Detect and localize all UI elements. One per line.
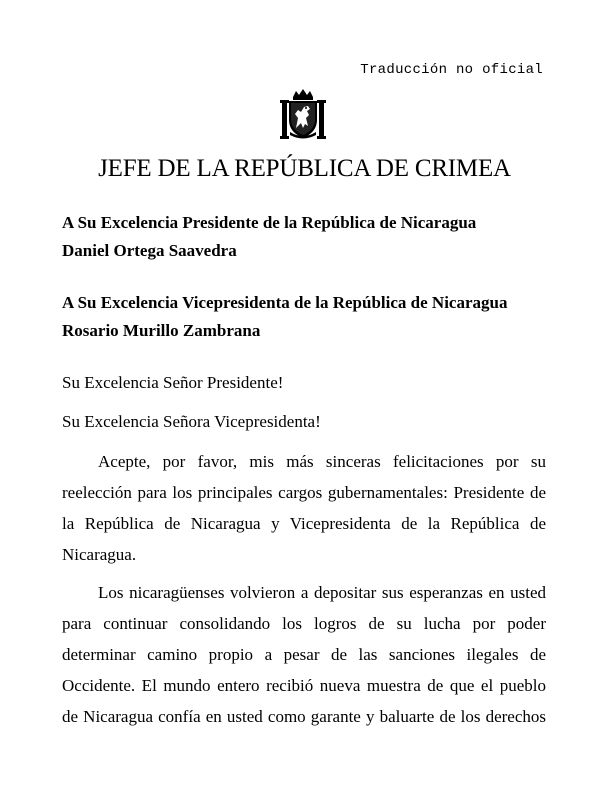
addressee-president [62, 209, 476, 265]
paragraph-line: de Nicaragua confía en usted como garante y baluarte de los derechos [62, 707, 546, 726]
paragraph-line: la República de Nicaragua y Vicepresidenta de la República de [62, 514, 546, 533]
addressee-vicepresident [62, 289, 507, 345]
unofficial-translation-note: Traducción no oficial [360, 62, 543, 78]
salutation-vicepresident: Su Excelencia Señora Vicepresidenta! [62, 412, 321, 431]
paragraph-line: reelección para los principales cargos gubernamentales: Presidente de [62, 483, 546, 502]
addressee-president-line1: A Su Excelencia Presidente de la República de Nicaragua [62, 213, 477, 232]
addressee-vicepresident-line1: A Su Excelencia Vicepresidenta de la República de Nicaragua [62, 293, 508, 312]
document-title: JEFE DE LA REPÚBLICA DE CRIMEA [98, 155, 511, 182]
addressee-president-name: Daniel Ortega Saavedra [62, 241, 237, 260]
paragraph-congratulations [62, 446, 546, 570]
addressee-vicepresident-name: Rosario Murillo Zambrana [62, 321, 261, 340]
paragraph-line: para continuar consolidando los logros de su lucha por poder [62, 614, 546, 633]
paragraph-line: Nicaragua. [62, 545, 137, 564]
paragraph-line: Acepte, por favor, mis más sinceras felicitaciones por su [98, 452, 546, 471]
coat-of-arms-icon [280, 88, 326, 140]
paragraph-line: determinar camino propio a pesar de las sanciones ilegales de [62, 645, 546, 664]
paragraph-line: Los nicaragüenses volvieron a depositar sus esperanzas en usted [98, 583, 546, 602]
paragraph-line: Occidente. El mundo entero recibió nueva muestra de que el pueblo [62, 676, 546, 695]
salutation-president: Su Excelencia Señor Presidente! [62, 373, 284, 392]
paragraph-hopes [62, 577, 546, 732]
